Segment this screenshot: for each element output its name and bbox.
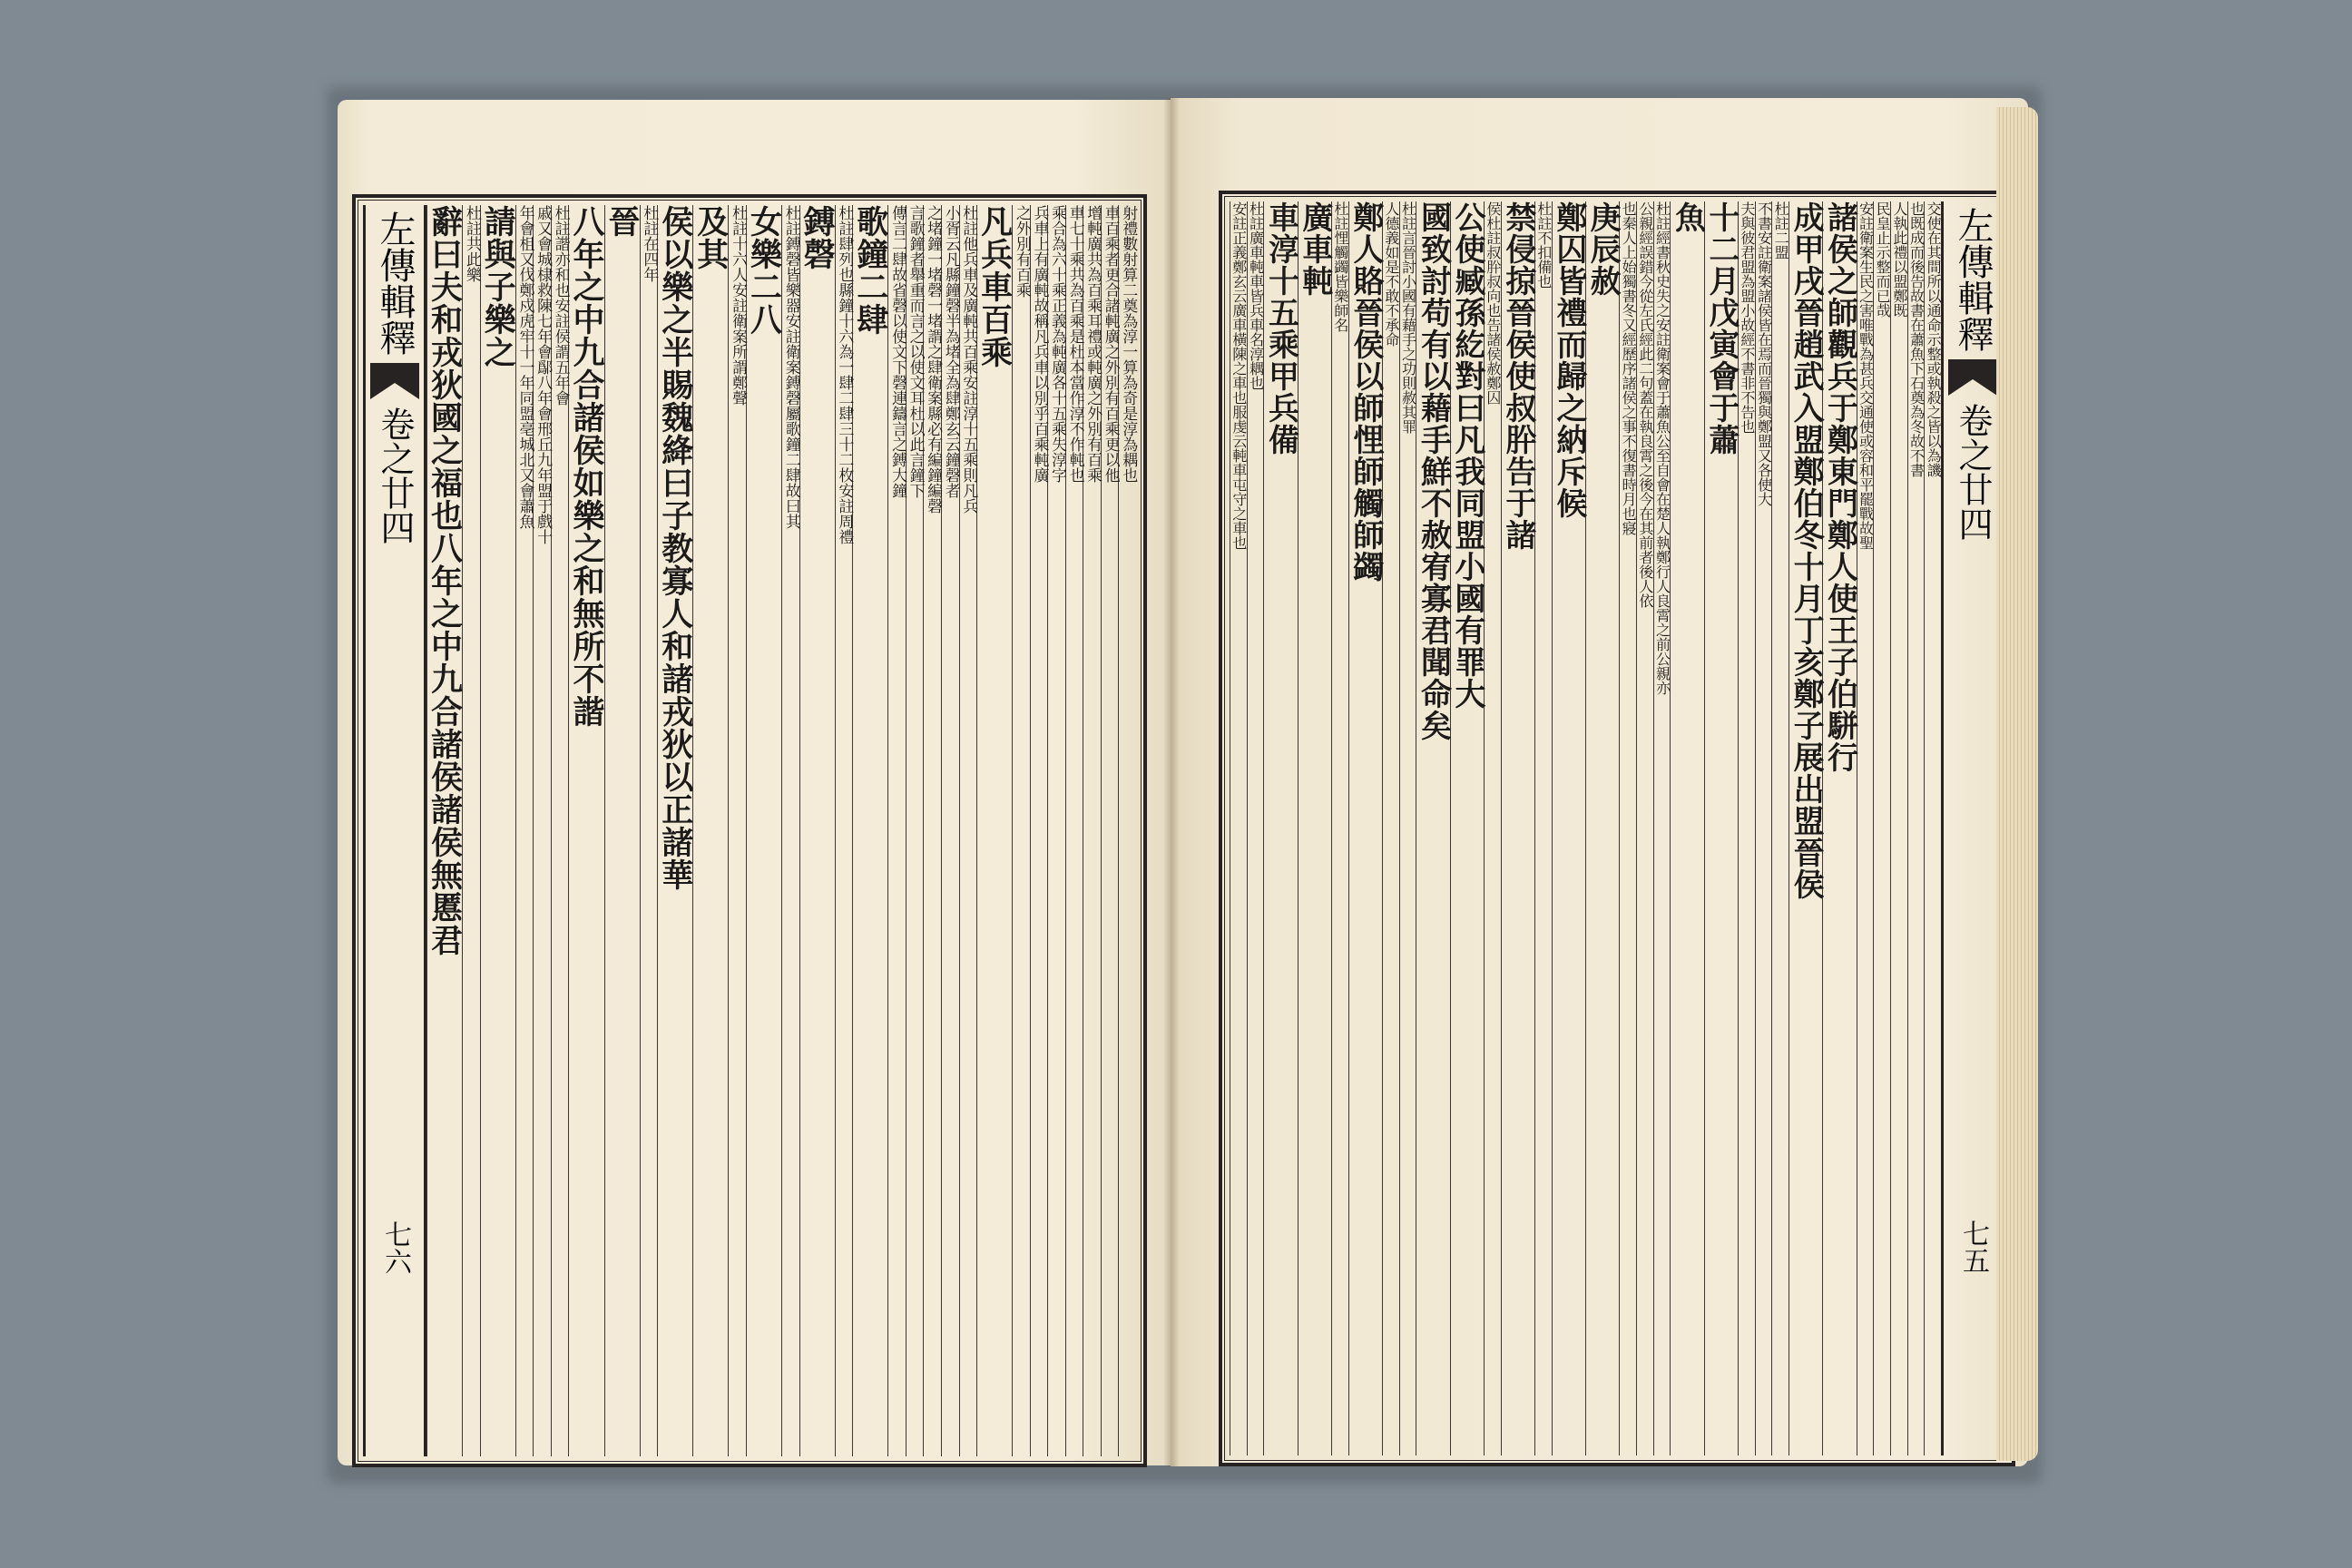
text-column (799, 205, 835, 1456)
commentary-text: 杜註十六人安註衛案所謂鄭聲 (729, 205, 748, 406)
text-column (551, 205, 569, 1456)
text-column (604, 205, 640, 1456)
main-text: 庚辰赦 (1584, 201, 1622, 297)
commentary-text: 杜註在四年 (640, 205, 659, 282)
text-column (1012, 205, 1030, 1456)
commentary-text: 人德義如是不敢不承命 (1382, 201, 1400, 347)
commentary-text: 杜註肆列也縣鐘十六為一肆二肆三十二枚安註周禮 (835, 205, 854, 544)
page-edges (1996, 107, 2038, 1461)
commentary-text: 言歌鐘者舉重而言之以使文耳杜以此言鐘下 (906, 205, 925, 498)
commentary-text: 杜註鎛磬皆樂器安註衛案鎛磬屬歌鐘二肆故曰其 (781, 205, 800, 529)
main-text: 鎛磬 (799, 205, 837, 270)
commentary-text: 增軘廣共為百乘耳禮或軘廣之外別有百乘 (1083, 205, 1102, 483)
text-column (1738, 201, 1755, 1455)
text-column (1399, 201, 1416, 1455)
main-text: 國致討苟有以藉手鮮不赦宥寡君聞命矣 (1415, 201, 1452, 741)
text-column (781, 205, 799, 1456)
commentary-text: 杜註廣車軘車皆兵車名淳耦也 (1247, 201, 1265, 390)
commentary-text: 之外別有百乘 (1012, 205, 1031, 298)
commentary-text: 夫與彼君盟為盟小故經不書非不告也 (1738, 201, 1756, 434)
text-column (906, 205, 924, 1456)
left-page-frame (352, 194, 1147, 1467)
text-column (1924, 201, 1941, 1455)
text-column (1501, 201, 1534, 1455)
commentary-text: 杜註不扣備也 (1534, 201, 1553, 289)
text-column (640, 205, 658, 1456)
book-gutter (1163, 98, 1180, 1466)
text-column (1083, 205, 1101, 1456)
commentary-text: 車七十乘共為百乘是杜本當作淳不作軘也 (1065, 205, 1084, 483)
commentary-text: 之堵鐘一堵磬一堵謂之肆衛案縣必有編鐘編磬 (924, 205, 943, 514)
text-column (746, 205, 781, 1456)
text-column (1653, 201, 1671, 1455)
commentary-text: 安註正義鄭玄云廣車橫陳之車也服虔云軘車屯守之車也 (1230, 201, 1248, 550)
commentary-text: 戚又會城棣救陳七年會鄬八年會邢丘九年盟于戲十 (534, 205, 553, 544)
text-column (1552, 201, 1585, 1455)
folio-number: 七五 (1957, 1220, 1989, 1274)
text-column (426, 205, 462, 1456)
text-column (480, 205, 515, 1456)
text-column (1890, 201, 1907, 1455)
volume-label: 卷之廿四 (1953, 403, 1993, 541)
text-column (1907, 201, 1925, 1455)
text-column (692, 205, 728, 1456)
right-page (1171, 98, 2028, 1466)
text-column (1298, 201, 1331, 1455)
text-column (728, 205, 746, 1456)
main-text: 侯以樂之半賜魏絳曰子教寡人和諸戎狄以正諸華 (656, 205, 694, 891)
commentary-text: 也既成而後告故書在蕭魚下石奠為冬故不書 (1907, 201, 1926, 477)
commentary-text: 杜註言晉討小國有藉手之功則赦其罪 (1399, 201, 1417, 434)
left-text-block (363, 205, 1136, 1456)
text-column (533, 205, 551, 1456)
text-column (1484, 201, 1501, 1455)
main-text: 女樂二八 (745, 205, 783, 336)
right-page-frame (1219, 191, 2015, 1466)
text-column (568, 205, 603, 1456)
text-column (1030, 205, 1048, 1456)
text-column (1857, 201, 1874, 1455)
text-column (1534, 201, 1552, 1455)
main-text: 魚 (1669, 201, 1706, 233)
text-column (462, 205, 480, 1456)
commentary-text: 杜註悝觸蠲皆樂師名 (1331, 201, 1349, 332)
text-column (1619, 201, 1636, 1455)
text-column (923, 205, 941, 1456)
text-column (515, 205, 534, 1456)
text-column (1382, 201, 1399, 1455)
text-column (1450, 201, 1484, 1455)
fishtail-ornament (1948, 359, 1997, 396)
right-text-block (1230, 201, 2004, 1455)
commentary-text: 杜註經書秋史失之安註衛案會于蕭魚公至自會在楚人執鄭行人良霄之前公親亦 (1653, 201, 1671, 695)
main-text: 諸侯之師觀兵于鄭東門鄭人使王子伯駢行 (1821, 201, 1858, 773)
commentary-text: 也秦人上始獨書冬又經歷序諸侯之事不復書時月也寢 (1620, 201, 1638, 535)
commentary-text: 侯杜註叔肸叔向也告諸侯赦鄭囚 (1484, 201, 1502, 405)
main-text: 八年之中九合諸侯如樂之和無所不諧 (567, 205, 605, 728)
commentary-text: 杜註共此樂 (462, 205, 481, 282)
text-column (1047, 205, 1065, 1456)
main-text: 歌鐘二肆 (851, 205, 889, 336)
commentary-text: 杜註二盟 (1772, 201, 1790, 260)
text-column (1263, 201, 1297, 1455)
text-column (1669, 201, 1706, 1455)
commentary-text: 車百乘者更合諸軘廣之外別有百乘更以他 (1101, 205, 1120, 483)
text-column (976, 205, 1012, 1456)
text-column (1247, 201, 1264, 1455)
text-column (1230, 201, 1247, 1455)
commentary-text: 不書安註衛案諸侯皆在焉而晉獨與鄭盟又各使大 (1755, 201, 1773, 506)
text-column (1101, 205, 1119, 1456)
main-text: 禁侵掠晉侯使叔肸告于諸 (1499, 201, 1536, 551)
text-column (941, 205, 959, 1456)
commentary-text: 民皇止示整而已哉 (1874, 201, 1892, 318)
folio-number: 七六 (379, 1220, 411, 1275)
commentary-text: 傳言二肆故省磬以使文下磬連鑄言之鎛大鐘 (888, 205, 907, 498)
commentary-text: 公親經誤錯今從左氏經此二句蓋在執良霄之後今在其前者後人依 (1636, 201, 1654, 608)
fishtail-ornament (370, 363, 419, 399)
text-column (887, 205, 906, 1456)
main-text: 辭曰夫和戎狄國之福也八年之中九合諸侯諸侯無慝君 (426, 205, 464, 956)
running-title: 左傳輯釋 (1952, 207, 1994, 352)
text-column (1636, 201, 1653, 1455)
commentary-text: 兵車上有廣軘故稱凡兵車以別乎百乘軘廣 (1030, 205, 1049, 483)
main-text: 請與子樂之 (479, 205, 517, 368)
text-column (1348, 201, 1382, 1455)
main-text: 公使臧孫紇對曰凡我同盟小國有罪大 (1448, 201, 1485, 710)
text-column (1788, 201, 1825, 1455)
text-column (1118, 205, 1136, 1456)
text-column (1331, 201, 1348, 1455)
commentary-text: 乘合為六十乘正義為軘廣各十五乘失淳字 (1048, 205, 1067, 483)
main-text: 車淳十五乘甲兵備 (1262, 201, 1299, 456)
left-page (338, 100, 1171, 1465)
main-text: 十二月戊寅會于蕭 (1702, 201, 1740, 456)
main-text: 成甲戌晉趙武入盟鄭伯冬十月丁亥鄭子展出盟晉侯 (1788, 201, 1825, 900)
main-text: 廣車軘 (1296, 201, 1333, 297)
commentary-text: 杜註他兵車及廣軘共百乘安註淳十五乘則凡兵 (959, 205, 978, 514)
text-column (1873, 201, 1890, 1455)
volume-label: 卷之廿四 (375, 407, 415, 544)
main-text: 鄭囚皆禮而歸之納斥候 (1550, 201, 1587, 519)
text-column (835, 205, 853, 1456)
main-text: 鄭人賂晉侯以師悝師觸師蠲 (1347, 201, 1384, 583)
left-spine-column (363, 205, 426, 1456)
right-spine-column (1941, 201, 2004, 1455)
commentary-text: 小胥云凡縣鐘磬半為堵全為肆鄭玄云鐘磬者 (941, 205, 960, 498)
text-column (852, 205, 887, 1456)
text-column (1704, 201, 1738, 1455)
commentary-text: 安註衛案生民之害唯戰為甚兵交通使或容和平罷戰故聖 (1857, 201, 1875, 550)
main-text: 及其 (691, 205, 730, 270)
main-text: 晉 (603, 205, 642, 238)
text-column (1584, 201, 1622, 1455)
running-title: 左傳輯釋 (374, 211, 416, 356)
text-column (1755, 201, 1772, 1455)
text-column (959, 205, 977, 1456)
commentary-text: 射禮數射算二奠為淳一算為奇是淳為耦也 (1119, 205, 1138, 483)
text-column (1822, 201, 1856, 1455)
text-column (657, 205, 692, 1456)
text-column (1415, 201, 1452, 1455)
commentary-text: 人執此禮以盟鄭既 (1890, 201, 1908, 318)
commentary-text: 年會柤又伐鄭戍虎牢十一年同盟亳城北又會蕭魚 (515, 205, 534, 529)
text-column (1065, 205, 1083, 1456)
main-text: 凡兵車百乘 (975, 205, 1014, 368)
commentary-text: 交使在其間所以通命示整或執殺之皆以為譏 (1925, 201, 1943, 477)
commentary-text: 杜註諧亦和也安註侯謂五年會 (551, 205, 570, 406)
text-column (1771, 201, 1788, 1455)
